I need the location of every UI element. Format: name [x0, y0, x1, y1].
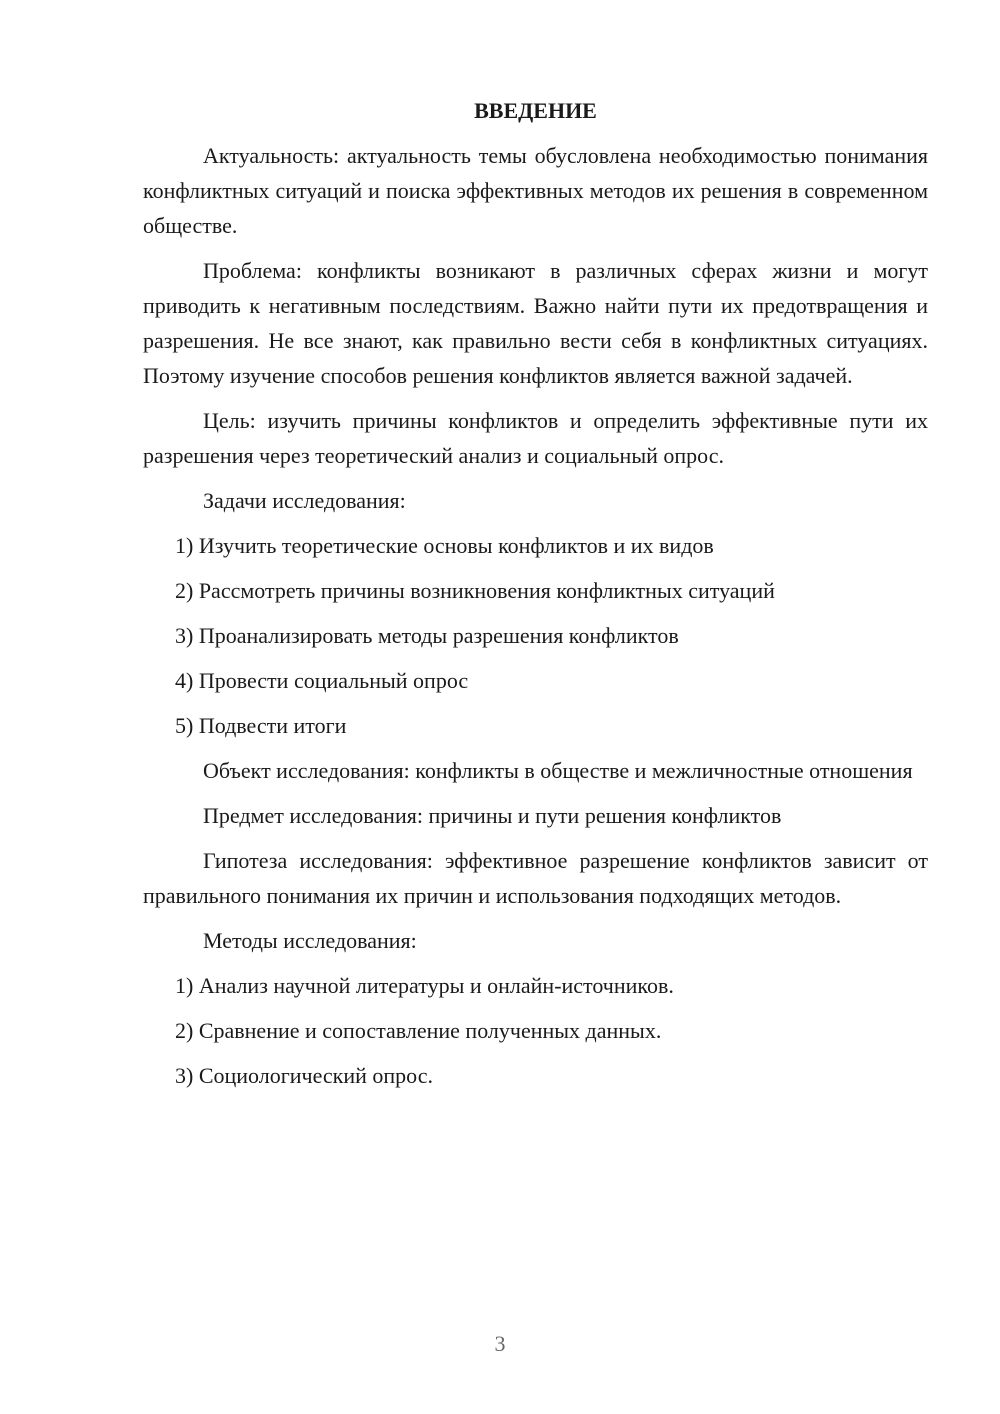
list-item: 4) Провести социальный опрос: [175, 668, 469, 693]
tasks-heading: Задачи исследования:: [203, 488, 406, 513]
page-title: ВВЕДЕНИЕ: [474, 98, 597, 123]
page-number: 3: [494, 1331, 506, 1356]
document-page: [143, 96, 928, 1103]
problem-paragraph: Проблема: конфликты возникают в различных сферах жизни и могут приводить к негативным последствиям. Важно найти пути их предотвращения и разрешения. Не все знают, как правильно вести себя в конфликтных ситуациях. Поэтому изучение способов решения конфликтов является важной задачей.: [143, 258, 928, 388]
methods-list: [143, 968, 928, 1093]
object-paragraph: Объект исследования: конфликты в обществе и межличностные отношения: [203, 758, 913, 783]
list-item: 5) Подвести итоги: [175, 713, 347, 738]
relevance-paragraph: Актуальность: актуальность темы обусловлена необходимостью понимания конфликтных ситуаций и поиска эффективных методов их решения в современном обществе.: [143, 143, 928, 238]
hypothesis-paragraph: Гипотеза исследования: эффективное разрешение конфликтов зависит от правильного понимания их причин и использования подходящих методов.: [143, 848, 928, 908]
list-item: 3) Проанализировать методы разрешения конфликтов: [175, 623, 679, 648]
subject-paragraph: Предмет исследования: причины и пути решения конфликтов: [203, 803, 782, 828]
list-item: 1) Изучить теоретические основы конфликтов и их видов: [175, 533, 714, 558]
methods-heading: Методы исследования:: [203, 928, 417, 953]
list-item: 2) Рассмотреть причины возникновения конфликтных ситуаций: [175, 578, 775, 603]
goal-paragraph: Цель: изучить причины конфликтов и определить эффективные пути их разрешения через теоретический анализ и социальный опрос.: [143, 408, 928, 468]
list-item: 1) Анализ научной литературы и онлайн-источников.: [175, 973, 674, 998]
list-item: 3) Социологический опрос.: [175, 1063, 433, 1088]
list-item: 2) Сравнение и сопоставление полученных данных.: [175, 1018, 662, 1043]
tasks-list: [143, 528, 928, 743]
